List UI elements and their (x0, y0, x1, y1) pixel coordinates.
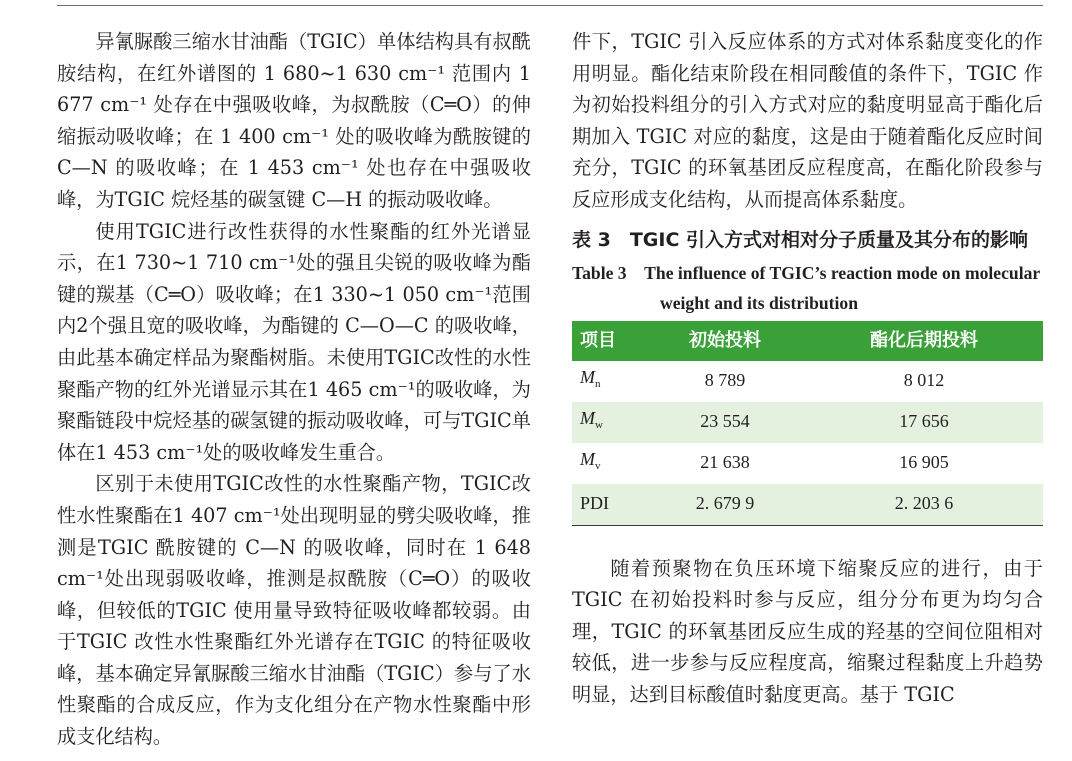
table-header-initial-feed: 初始投料 (645, 321, 805, 361)
body-paragraph: 件下，TGIC 引入反应体系的方式对体系黏度变化的作用明显。酯化结束阶段在相同酸值的条件下，TGIC 作为初始投料组分的引入方式对应的黏度明显高于酯化后期加入 TGIC 对应的黏度，这是由于随着酯化反应时间充分，TGIC 的环氧基团反应程度高，在酯化阶段参与反应形成支化结构，从而提高体系黏度。 (572, 30, 1043, 211)
table-row (572, 443, 1043, 484)
row-label: PDI (572, 484, 645, 526)
cell-initial-feed: 23 554 (645, 402, 805, 443)
body-paragraph: 随着预聚物在负压环境下缩聚反应的进行，由于TGIC 在初始投料时参与反应，组分分布更为均匀合理，TGIC 的环氧基团反应生成的羟基的空间位阻相对较低，进一步参与反应程度高，缩聚过程黏度上升趋势明显，达到目标酸值时黏度更高。基于 TGIC (572, 556, 1043, 706)
right-column (572, 26, 1043, 711)
cell-initial-feed: 2. 679 9 (645, 484, 805, 526)
table-caption-en: Table 3 The influence of TGIC’s reaction mode on molecular weight and its distribution (572, 262, 1040, 313)
cell-late-feed: 8 012 (903, 370, 945, 391)
table-row (572, 361, 1043, 402)
row-label: $M_v$ (580, 448, 601, 472)
left-column (57, 26, 531, 753)
table-caption-cn: 表 3 TGIC 引入方式对相对分子质量及其分布的影响 (572, 228, 1029, 251)
table-row (572, 402, 1043, 443)
cell-late-feed: 17 656 (805, 402, 1043, 443)
cell-initial-feed: 8 789 (704, 370, 746, 391)
cell-late-feed: 16 905 (899, 452, 949, 473)
body-paragraph: 使用TGIC进行改性获得的水性聚酯的红外光谱显示，在1 730~1 710 cm⁻¹处的强且尖锐的吸收峰为酯键的羰基（C═O）吸收峰；在1 330~1 050 cm⁻¹范围内2个强且宽的吸收峰，为酯键的 C—O—C 的吸收峰，由此基本确定样品为聚酯树脂。未使用TGIC改性的水性聚酯产物的红外光谱显示其在1 465 cm⁻¹的吸收峰，为聚酯链段中烷烃基的碳氢键的振动吸收峰，可与TGIC单体在1 453 cm⁻¹处的吸收峰发生重合。 (57, 219, 531, 464)
body-paragraph: 区别于未使用TGIC改性的水性聚酯产物，TGIC改性水性聚酯在1 407 cm⁻¹处出现明显的劈尖吸收峰，推测是TGIC 酰胺键的 C—N 的吸收峰，同时在 1 648 cm⁻¹处出现弱吸收峰，推测是叔酰胺（C═O）的吸收峰，但较低的TGIC 使用量导致特征吸收峰都较弱。由于TGIC 改性水性聚酯红外光谱存在TGIC 的特征吸收峰，基本确定异氰脲酸三缩水甘油酯（TGIC）参与了水性聚酯的合成反应，作为支化组分在产物水性聚酯中形成支化结构。 (57, 472, 531, 749)
row-label: $M_w$ (572, 402, 645, 443)
cell-late-feed: 2. 203 6 (805, 484, 1043, 526)
top-rule (57, 5, 1043, 6)
table-row (572, 484, 1043, 526)
table-header-row (572, 321, 1043, 361)
table-header-item: 项目 (572, 321, 645, 361)
table-header-late-feed: 酯化后期投料 (805, 321, 1043, 361)
body-paragraph: 异氰脲酸三缩水甘油酯（TGIC）单体结构具有叔酰胺结构，在红外谱图的 1 680~1 630 cm⁻¹ 范围内 1 677 cm⁻¹ 处存在中强吸收峰，为叔酰胺（C═O）的伸缩振动吸收峰；在 1 400 cm⁻¹ 处的吸收峰为酰胺键的 C—N 的吸收峰；在 1 453 cm⁻¹ 处也存在中强吸收峰，为TGIC 烷烃基的碳氢键 C—H 的振动吸收峰。 (57, 30, 531, 211)
cell-initial-feed: 21 638 (700, 452, 750, 473)
molecular-weight-table (572, 321, 1043, 526)
row-label: $M_n$ (580, 366, 601, 390)
